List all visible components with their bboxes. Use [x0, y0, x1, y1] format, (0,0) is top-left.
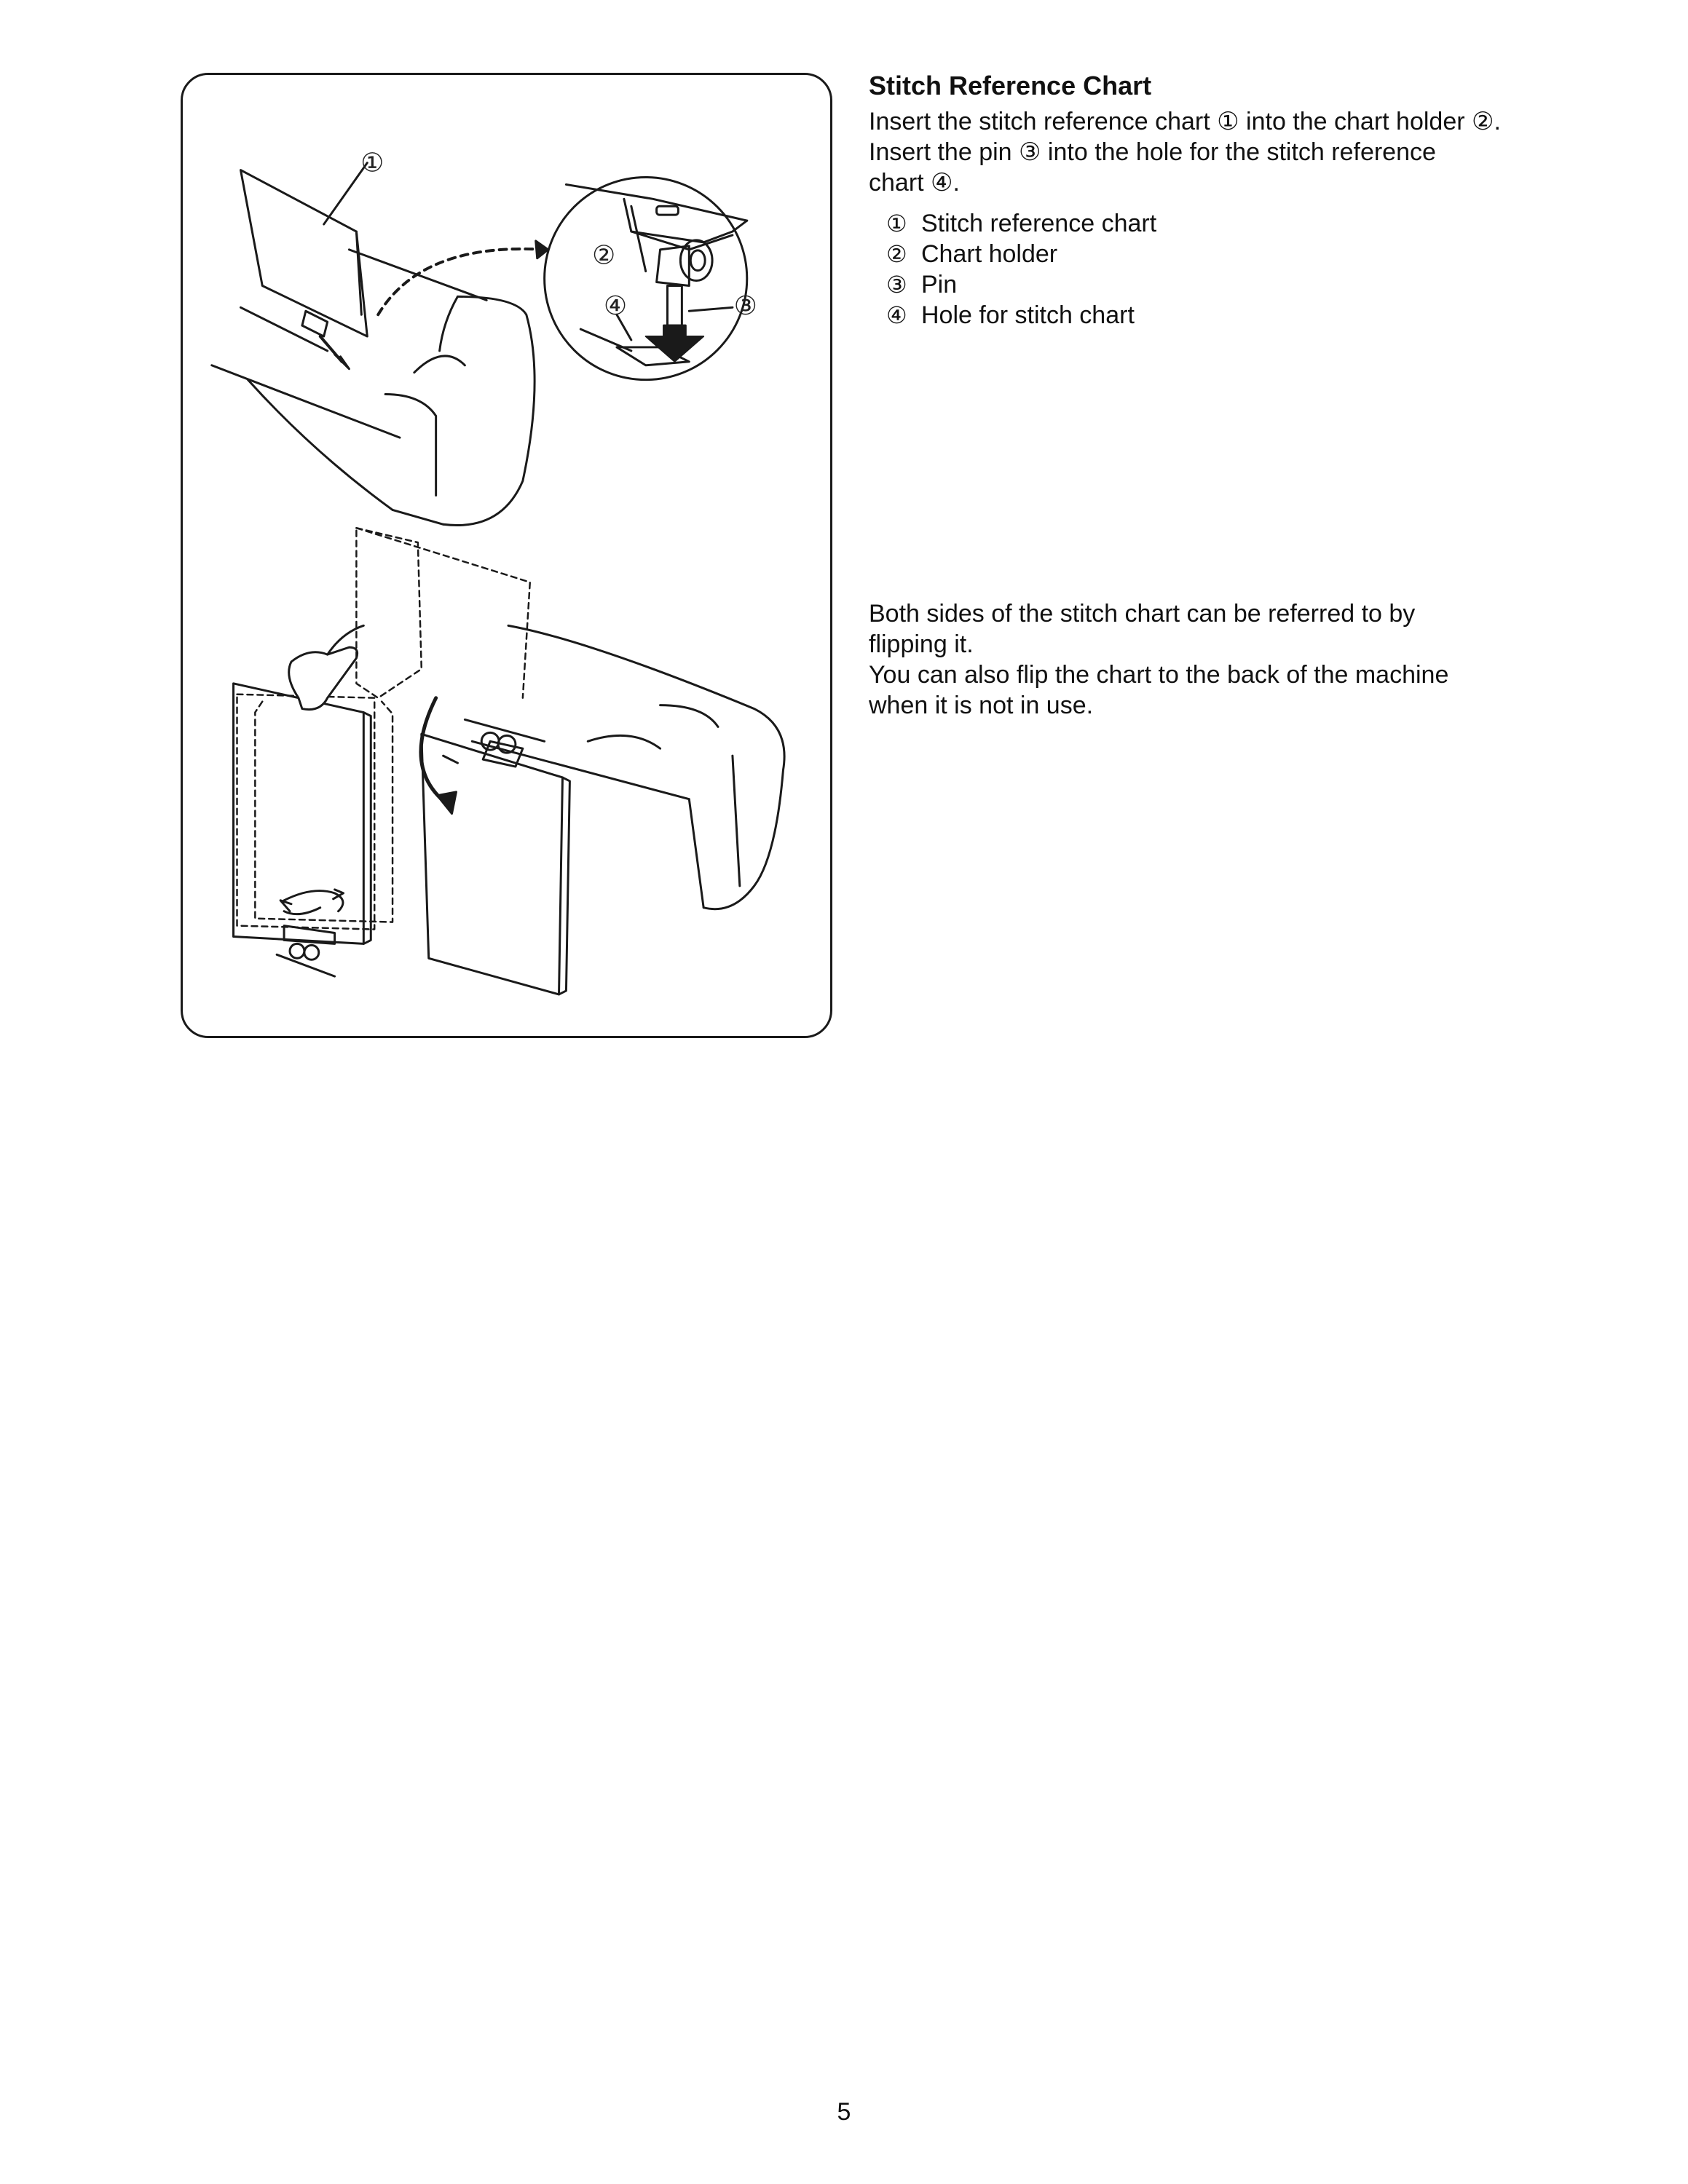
machine-top-drawing	[212, 250, 535, 526]
illustration-panel	[181, 73, 832, 1038]
part-number: ④	[886, 302, 907, 328]
list-item	[886, 300, 1597, 331]
flip-line-1: Both sides of the stitch chart can be referred to by	[869, 600, 1416, 628]
flip-line-2: flipping it.	[869, 630, 974, 658]
intro-line-2: Insert the pin ③ into the hole for the stitch reference	[869, 138, 1436, 166]
section-title: Stitch Reference Chart	[869, 71, 1152, 100]
flip-instructions	[869, 598, 1597, 721]
list-item	[886, 269, 1597, 300]
flip-line-4: when it is not in use.	[869, 692, 1094, 719]
callout-2: ②	[592, 240, 616, 271]
flipped-chart-drawing	[356, 528, 569, 994]
list-item	[886, 208, 1597, 239]
part-label: Pin	[921, 271, 958, 298]
part-label: Hole for stitch chart	[921, 301, 1135, 329]
part-label: Stitch reference chart	[921, 210, 1157, 237]
callout-3: ③	[733, 291, 757, 322]
part-number: ②	[886, 241, 907, 267]
flip-line-3: You can also flip the chart to the back of the machine	[869, 661, 1449, 689]
instructions-column	[869, 70, 1597, 331]
parts-list	[869, 208, 1597, 331]
zoom-detail-drawing	[566, 184, 746, 365]
intro-line-3: chart ④.	[869, 169, 960, 197]
part-number: ③	[886, 272, 907, 298]
intro-line-1: Insert the stitch reference chart ① into the chart holder ②.	[869, 108, 1501, 135]
part-label: Chart holder	[921, 240, 1058, 268]
zoom-detail-circle	[545, 178, 747, 380]
stitch-chart-illustration	[183, 75, 830, 1036]
part-number: ①	[886, 210, 907, 237]
machine-back-drawing	[443, 625, 785, 909]
callout-1: ①	[360, 148, 384, 178]
list-item	[886, 239, 1597, 269]
page-number: 5	[837, 2098, 851, 2126]
flip-chart-drawing	[234, 625, 393, 976]
callout-4: ④	[603, 291, 628, 322]
